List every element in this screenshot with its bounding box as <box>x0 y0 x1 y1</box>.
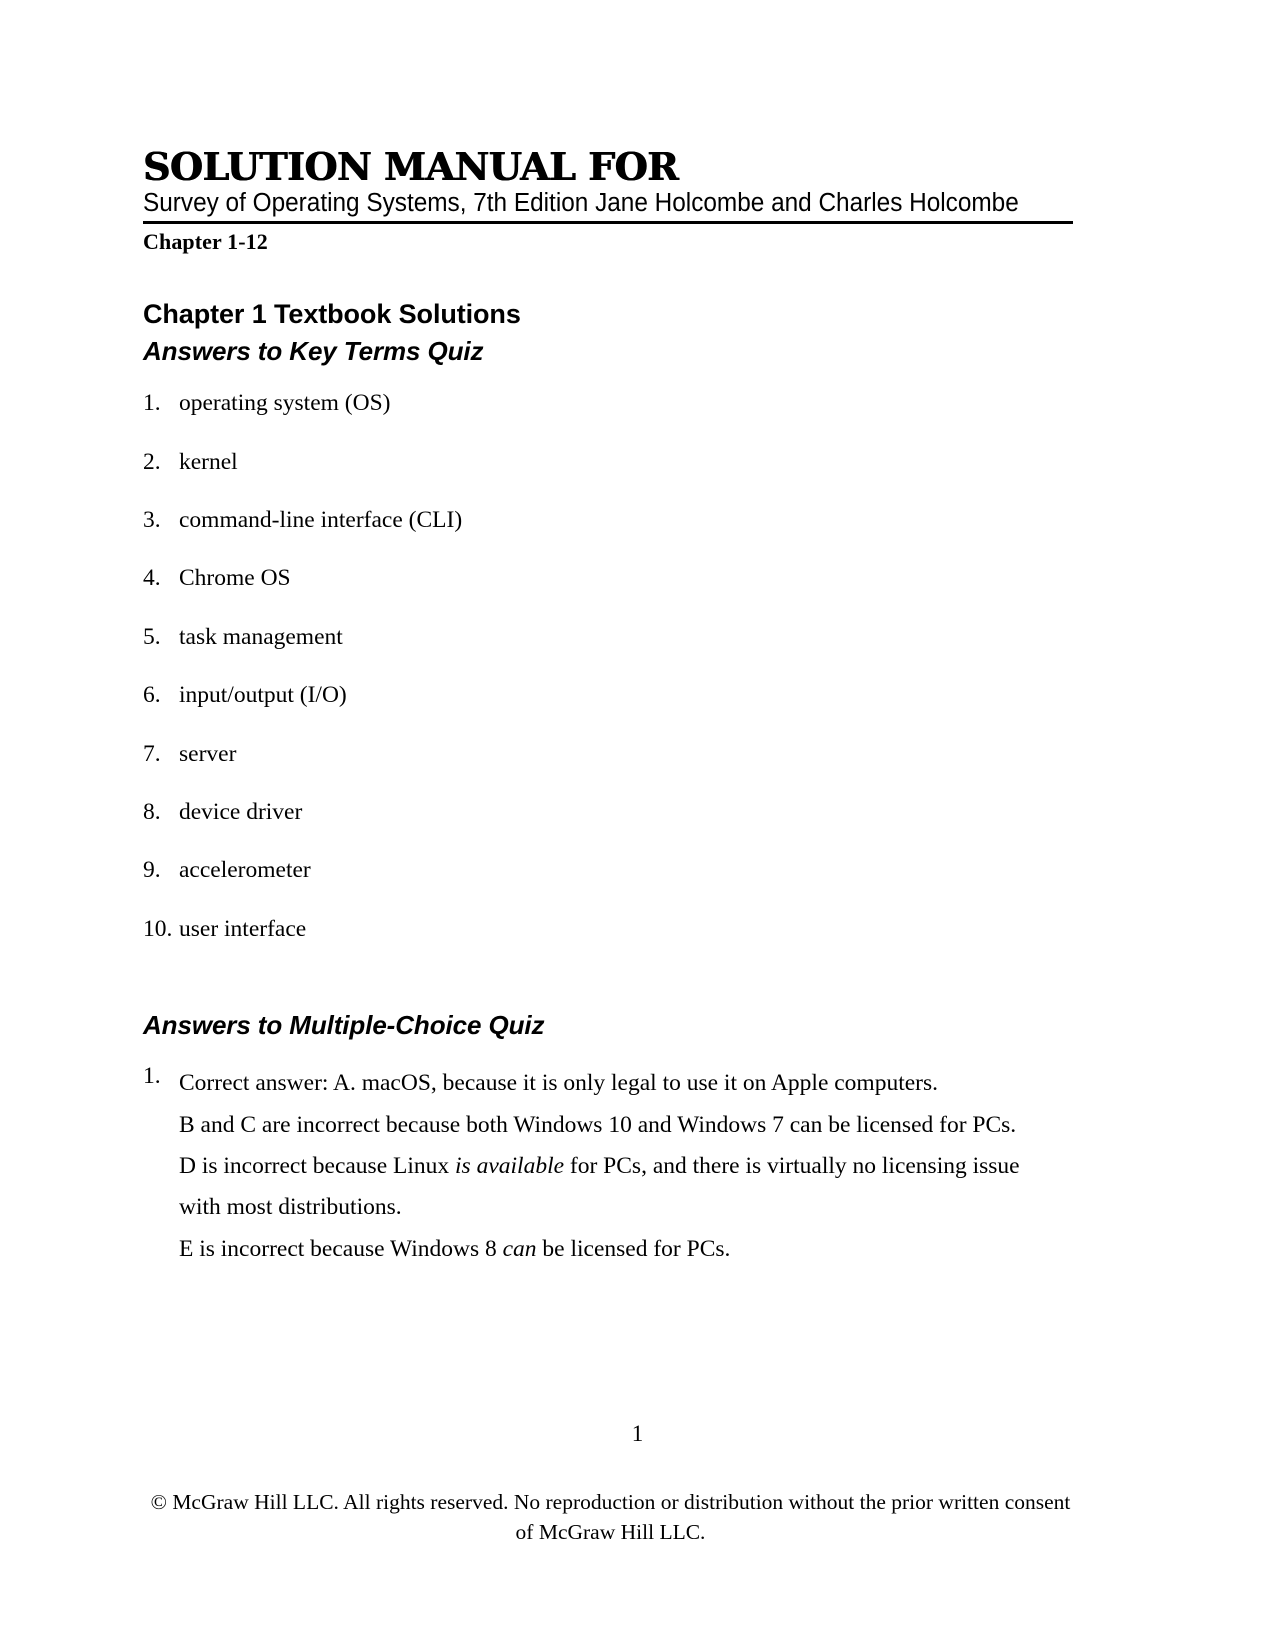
list-item-number: 5. <box>143 623 161 650</box>
list-item <box>143 506 1078 535</box>
list-item-label: device driver <box>179 798 303 825</box>
list-item <box>143 389 1078 418</box>
answer-text: B and C are incorrect because both Windows 10 and Windows 7 can be licensed for PCs. <box>179 1111 1017 1138</box>
answer-text: E is incorrect because Windows 8 <box>179 1235 503 1262</box>
list-item <box>143 798 1078 827</box>
answer-line <box>179 1105 1078 1146</box>
list-item-label: kernel <box>179 448 238 475</box>
list-item-number: 1. <box>143 390 161 417</box>
masthead-divider <box>143 221 1073 224</box>
list-item-label: server <box>179 740 237 767</box>
chapter-range: Chapter 1-12 <box>143 228 268 254</box>
masthead <box>143 144 1078 255</box>
list-item <box>143 681 1078 710</box>
answer-text: D is incorrect because Linux <box>179 1152 456 1179</box>
key-terms-heading: Answers to Key Terms Quiz <box>143 336 484 367</box>
list-item-label: Chrome OS <box>179 565 291 592</box>
answer-emphasis: is available <box>455 1152 565 1179</box>
key-terms-list <box>143 389 1078 944</box>
manual-title: SOLUTION MANUAL FOR <box>143 144 679 189</box>
answer-text: Correct answer: A. macOS, because it is only legal to use it on Apple computers. <box>179 1070 939 1097</box>
list-item <box>143 740 1078 769</box>
list-item-number: 8. <box>143 798 161 825</box>
answer-text: with most distributions. <box>179 1194 402 1221</box>
answer-item-number: 1. <box>143 1063 161 1090</box>
list-item <box>143 448 1078 477</box>
list-item-label: input/output (I/O) <box>179 682 347 709</box>
list-item <box>143 623 1078 652</box>
list-item-label: user interface <box>179 915 307 942</box>
answer-emphasis: can <box>502 1235 537 1262</box>
answer-item <box>143 1063 1078 1270</box>
copyright-notice: © McGraw Hill LLC. All rights reserved. No reproduction or distribution without the prior written consent of McGraw Hill LLC. <box>150 1490 1071 1544</box>
answer-line <box>179 1229 1078 1270</box>
list-item-number: 10. <box>143 915 173 942</box>
list-item <box>143 564 1078 593</box>
list-item-number: 3. <box>143 507 161 534</box>
list-item-label: command-line interface (CLI) <box>179 507 463 534</box>
answer-text-tail: for PCs, and there is virtually no licensing issue <box>564 1152 1020 1179</box>
list-item-label: task management <box>179 623 343 650</box>
answer-line <box>179 1146 1078 1187</box>
list-item-label: accelerometer <box>179 857 311 884</box>
answer-text-tail: be licensed for PCs. <box>536 1235 731 1262</box>
list-item <box>143 856 1078 885</box>
multiple-choice-heading: Answers to Multiple-Choice Quiz <box>143 1010 545 1041</box>
book-subtitle: Survey of Operating Systems, 7th Edition Jane Holcombe and Charles Holcombe <box>143 188 1019 217</box>
list-item <box>143 915 1078 944</box>
list-item-number: 9. <box>143 857 161 884</box>
page-content <box>143 144 1078 1270</box>
list-item-number: 7. <box>143 740 161 767</box>
list-item-number: 2. <box>143 448 161 475</box>
section-heading: Chapter 1 Textbook Solutions <box>143 299 521 330</box>
page-number: 1 <box>631 1421 644 1446</box>
list-item-number: 4. <box>143 565 161 592</box>
list-item-label: operating system (OS) <box>179 390 391 417</box>
multiple-choice-list <box>143 1063 1078 1270</box>
answer-line <box>179 1063 1078 1104</box>
answer-line <box>179 1187 1078 1228</box>
list-item-number: 6. <box>143 682 161 709</box>
